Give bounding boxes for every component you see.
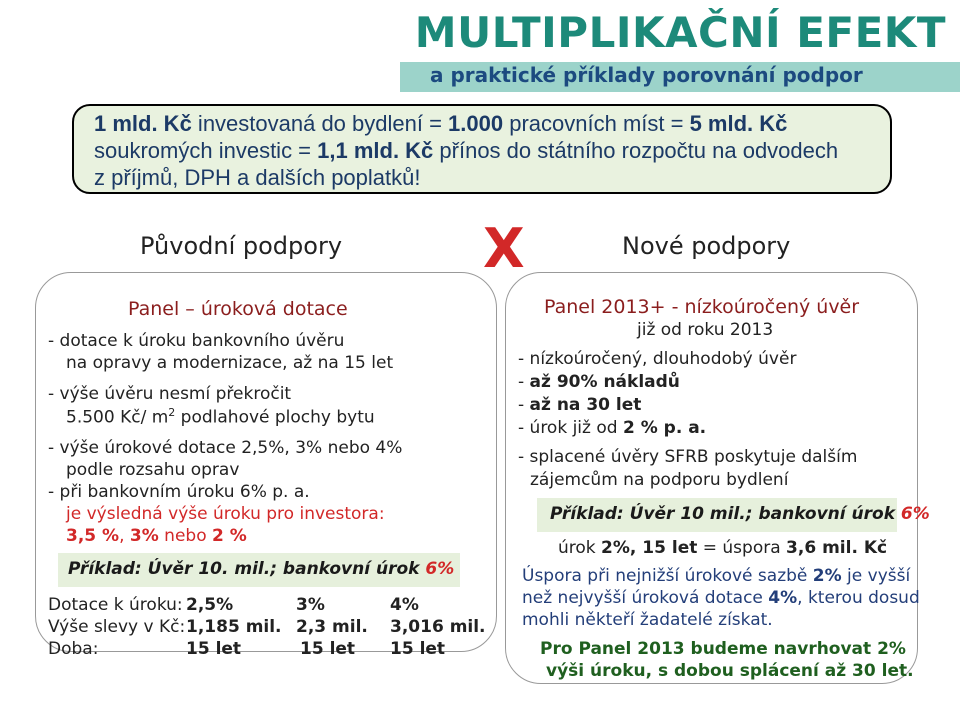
left-bullet: podle rozsahu oprav: [66, 460, 240, 480]
right-saving: [522, 566, 910, 586]
bullet-strong: 2 % p. a.: [622, 418, 707, 438]
saving-value: 4%: [768, 588, 798, 608]
summary-value: 1,1 mld. Kč: [317, 138, 434, 163]
summary-text: soukromých investic =: [94, 138, 318, 163]
saving-text: je vyšší: [841, 566, 911, 586]
table-cell: 1,185 mil.: [186, 617, 282, 637]
right-saving: [522, 588, 920, 608]
left-bullet: - dotace k úroku bankovního úvěru: [48, 331, 345, 351]
result-value: 3%: [129, 526, 159, 546]
table-cell: 15 let: [300, 639, 356, 659]
summary-line-2: [94, 137, 876, 164]
saving-text: , kterou dosud: [797, 588, 920, 608]
right-bullet: [518, 372, 680, 392]
bullet-strong: až 90% nákladů: [529, 372, 680, 392]
subtitle-bar: [400, 62, 960, 92]
summary-value: 1 mld. Kč: [94, 111, 192, 136]
right-calc: [558, 538, 887, 558]
table-cell: 4%: [390, 595, 419, 615]
summary-text: pracovních míst =: [503, 111, 690, 136]
left-bullet-area: [66, 406, 375, 428]
result-value: 3,5 %: [66, 526, 120, 546]
table-cell: 3,016 mil.: [390, 617, 486, 637]
left-bullet: - výše úvěru nesmí překročit: [48, 384, 292, 404]
calc-value: 2%, 15 let: [601, 538, 698, 558]
summary-text: investovaná do bydlení =: [191, 111, 449, 136]
page-title: MULTIPLIKAČNÍ EFEKT: [414, 8, 946, 57]
bullet-text: - úrok již od: [518, 418, 623, 438]
result-value: 2 %: [212, 526, 247, 546]
superscript: 2: [168, 406, 176, 419]
result-sep: nebo: [158, 526, 212, 546]
right-panel-title: Panel 2013+ - nízkoúročený úvěr: [544, 296, 860, 318]
table-label: Výše slevy v Kč:: [48, 617, 186, 637]
summary-value: 5 mld. Kč: [689, 111, 788, 136]
summary-line-3: z příjmů, DPH a dalších poplatků!: [94, 165, 421, 190]
table-cell: 15 let: [186, 639, 242, 659]
versus-mark: X: [483, 217, 525, 280]
summary-text: přínos do státního rozpočtu na odvodech: [433, 138, 839, 163]
table-cell: 3%: [296, 595, 325, 615]
left-example: [68, 559, 454, 579]
bullet-strong: až na 30 let: [529, 395, 642, 415]
right-bullet: [518, 395, 641, 415]
page-subtitle: a praktické příklady porovnání podpor: [430, 63, 863, 87]
right-bullet: zájemcům na podporu bydlení: [530, 470, 789, 490]
right-saving: mohli někteří žadatelé získat.: [522, 610, 773, 630]
left-bullet: na opravy a modernizace, až na 15 let: [66, 353, 394, 373]
example-rate: 6%: [900, 504, 930, 524]
left-panel-title: Panel – úroková dotace: [128, 298, 348, 320]
example-text: Příklad: Úvěr 10. mil.; bankovní úrok: [68, 559, 426, 579]
left-bullet-text: 5.500 Kč/ m: [66, 407, 169, 428]
table-label: Doba:: [48, 639, 99, 659]
calc-text: úrok: [558, 538, 602, 558]
calc-text: = úspora: [697, 538, 787, 558]
saving-text: než nejvyšší úroková dotace: [522, 588, 769, 608]
left-heading: Původní podpory: [140, 232, 343, 260]
right-bullet: - splacené úvěry SFRB poskytuje dalším: [518, 447, 858, 467]
left-result-line: je výsledná výše úroku pro investora:: [66, 504, 385, 524]
right-conclusion: výši úroku, s dobou splácení až 30 let.: [546, 661, 914, 681]
table-cell: 15 let: [390, 639, 446, 659]
saving-text: Úspora při nejnižší úrokové sazbě: [522, 566, 813, 586]
table-cell: 2,3 mil.: [296, 617, 368, 637]
bullet-dash: -: [518, 372, 530, 392]
summary-box: [72, 104, 892, 194]
right-example: [550, 504, 930, 524]
right-heading: Nové podpory: [622, 232, 791, 260]
left-bullet-text: podlahové plochy bytu: [180, 407, 375, 428]
left-bullet: - při bankovním úroku 6% p. a.: [48, 482, 310, 502]
right-bullet: - nízkoúročený, dlouhodobý úvěr: [518, 349, 797, 369]
calc-value: 3,6 mil. Kč: [786, 538, 888, 558]
right-bullet: [518, 418, 706, 438]
result-sep: ,: [119, 526, 130, 546]
summary-line-1: [94, 110, 876, 137]
saving-value: 2%: [812, 566, 842, 586]
right-conclusion: Pro Panel 2013 budeme navrhovat 2%: [540, 639, 906, 659]
summary-value: 1.000: [448, 111, 504, 136]
left-bullet: - výše úrokové dotace 2,5%, 3% nebo 4%: [48, 438, 403, 458]
table-label: Dotace k úroku:: [48, 595, 183, 615]
example-text: Příklad: Úvěr 10 mil.; bankovní úrok: [550, 504, 901, 524]
table-cell: 2,5%: [186, 595, 234, 615]
example-rate: 6%: [425, 559, 455, 579]
left-result-values: [66, 526, 247, 546]
right-since: již od roku 2013: [637, 320, 774, 340]
bullet-dash: -: [518, 395, 530, 415]
